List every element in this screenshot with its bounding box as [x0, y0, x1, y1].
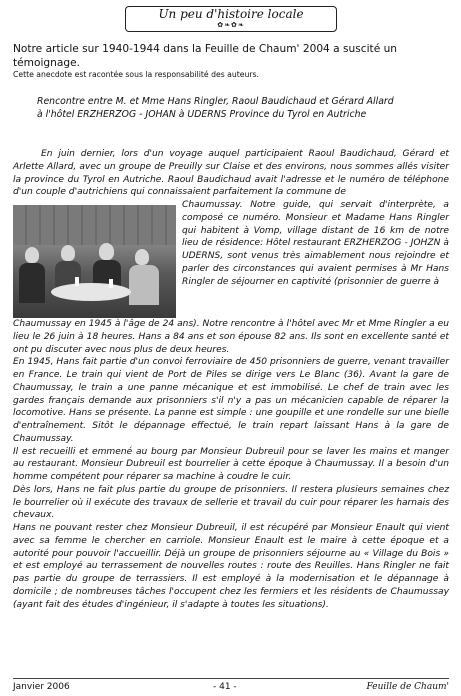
story-paragraph-1-rest: Chaumussay en 1945 à l'âge de 24 ans). Notre rencontre à l'hôtel avec Mr et Mme Ringler a eu lieu le 26 juin à 18 heures. Hans a 84 ans et son épouse 82 ans. Ils sont en excellente santé et ont pu discuter avec nous plus de deux heures.	[13, 319, 449, 355]
meeting-caption	[37, 95, 449, 121]
meeting-line-2: à l'hôtel ERZHERZOG - JOHAN à UDERNS Province du Tyrol en Autriche	[37, 109, 367, 121]
page-number: - 41 -	[213, 682, 237, 692]
story-paragraph-1-wrap: Chaumussay. Notre guide, qui servait d'interprète, a composé ce numéro. Monsieur et Madame Hans Ringler qui habitent à Vomp, village distant de 16 km de notre lieu de résidence: Hôtel restaurant ERZHERZOG - JOHZN à UDERNS, sont venus très aimablement nous rejoindre et parler des circonstances qui avaient permises à Mr Hans Ringler de séjourner en captivité (prisonnier de guerre à	[182, 200, 449, 287]
intro-text: Notre article sur 1940-1944 dans la Feuille de Chaum' 2004 a suscité un témoignage.	[13, 43, 398, 70]
story-paragraph-4: Dès lors, Hans ne fait plus partie du groupe de prisonniers. Il restera plusieurs semaines chez le bourrelier où il exécute des travaux de sellerie et travail du cuir pour réparer les harnais des chevaux.	[13, 484, 449, 521]
page-footer	[13, 682, 449, 694]
photo-person-3-head	[99, 243, 114, 260]
story-paragraph-3: Il est recueilli et emmené au bourg par Monsieur Dubreuil pour se laver les mains et manger au restaurant. Monsieur Dubreuil est bourrelier à cette époque à Chaumussay. Il a besoin d'un homme compétent pour réparer sa machine à coudre le cuir.	[13, 446, 449, 482]
story-body	[13, 148, 449, 611]
photo-person-1-head	[25, 247, 39, 263]
header-title: Un peu d'histoire locale	[158, 7, 304, 21]
photo-person-2-head	[61, 245, 75, 261]
photo-table	[51, 283, 131, 301]
story-paragraph-2: En 1945, Hans fait partie d'un convoi ferroviaire de 450 prisonniers de guerre, venant travailler en France. Le train qui vient de Port de Piles se dirige vers Le Blanc (36). Avant la gare de Chaumussay, le train a une panne mécanique et est immobilisé. Le chef de train avec les gardes français demande aux prisonniers s'il n'y a pas un mécanicien capable de réparer la locomotive. Hans se présente. La panne est simple : une goupille et une rondelle sur une bielle d'entraînement. Sitôt le dépannage effectué, le train repart laissant Hans à la gare de Chaumussay.	[13, 357, 449, 444]
story-paragraph-5: Hans ne pouvant rester chez Monsieur Dubreuil, il est récupéré par Monsieur Enault qui vient avec sa femme le chercher en carriole. Monsieur Enault est le maire à cette époque et a autorité pour pouvoir l'accueillir. Déjà un groupe de prisonniers séjourne au « Village du Bois » et est employé au terrassement de nouvelles routes : route des Reuilles. Hans Ringler ne fait pas partie du groupe de terrassiers. Il est employé à la modernisation et le dépannage à domicile ; de nombreuses tâches l'occupent chez les fermiers et les résidents de Chaumussay (ayant fait des études d'ingénieur, il s'adapte à toutes les situations).	[13, 523, 449, 610]
story-paragraph-1-intro: En juin dernier, lors d'un voyage auquel participaient Raoul Baudichaud, Gérard et Arlette Allard, avec un groupe de Preuilly sur Claise et des environs, nous sommes allés visiter la province du Tyrol en Autriche. Raoul Baudichaud avait l'adresse et le numéro de téléphone d'un couple d'autrichiens qui connaissaient parfaitement la commune de	[13, 149, 449, 198]
meeting-photo	[13, 205, 176, 318]
photo-person-4-head	[135, 249, 149, 265]
section-header	[125, 6, 337, 32]
photo-glass	[75, 277, 79, 286]
header-ornament: ✿❧✿❧	[217, 21, 245, 29]
photo-person-1-body	[19, 263, 45, 303]
footer-rule	[13, 678, 449, 679]
photo-person-4-body	[129, 265, 159, 305]
photo-wall	[13, 205, 176, 245]
author-note: Cette anecdote est racontée sous la responsabilité des auteurs.	[13, 70, 259, 79]
footer-date: Janvier 2006	[13, 682, 70, 692]
footer-publication: Feuille de Chaum'	[366, 682, 449, 692]
photo-glass	[109, 279, 113, 288]
meeting-line-1: Rencontre entre M. et Mme Hans Ringler, Raoul Baudichaud et Gérard Allard	[37, 96, 394, 107]
